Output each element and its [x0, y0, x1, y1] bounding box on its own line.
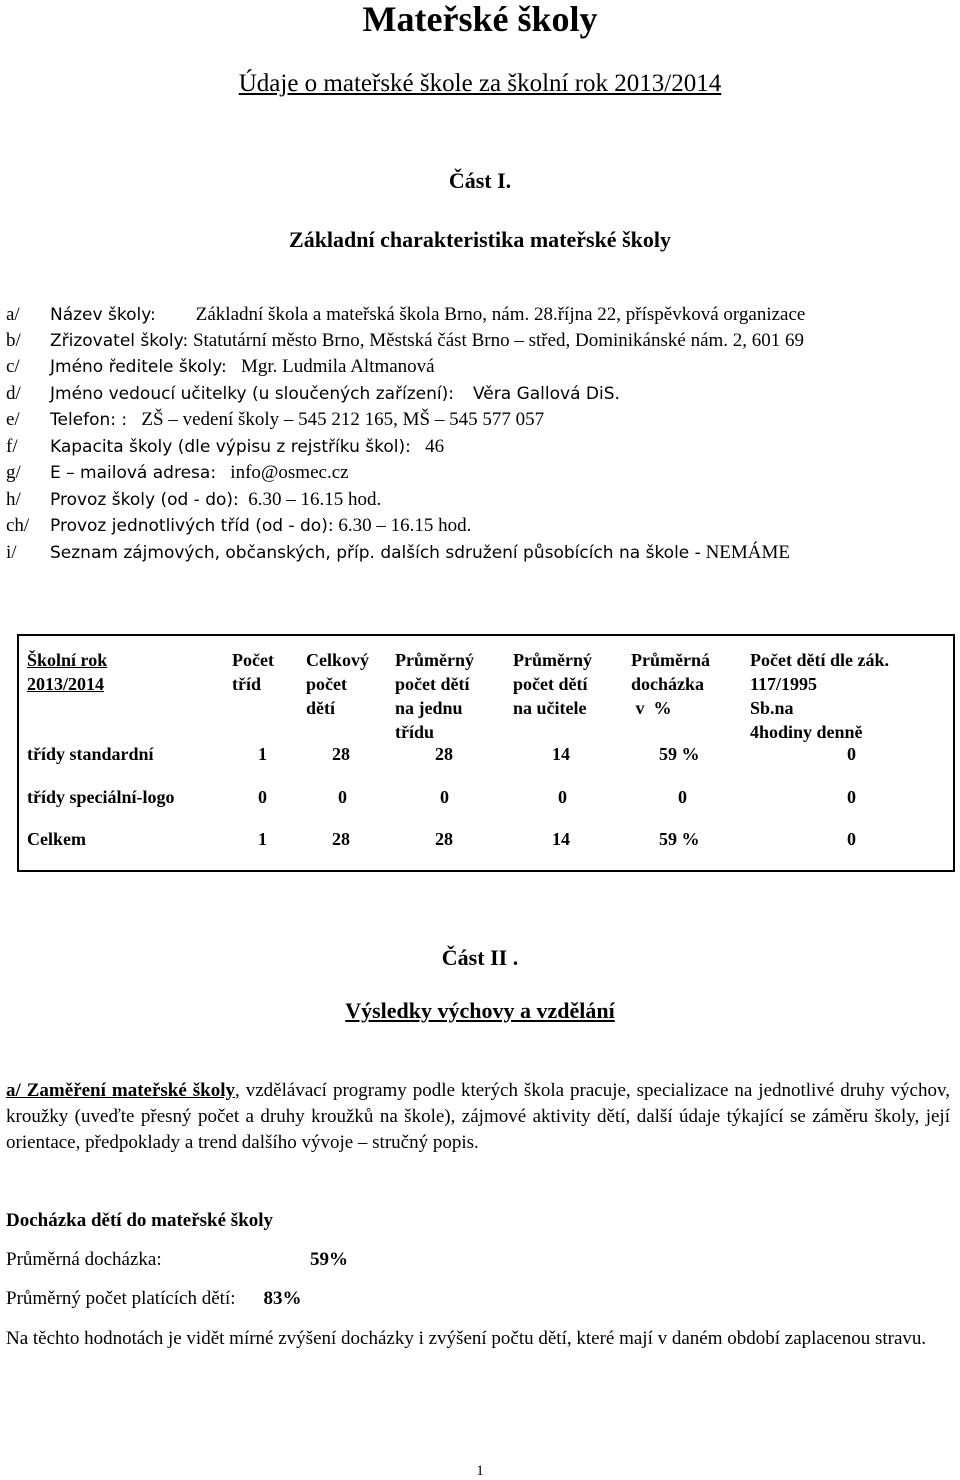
header-avg-attendance: Průměrná docházka v %: [631, 650, 710, 718]
header-school-year: Školní rok: [27, 650, 108, 670]
cell-total-by-law: 0: [847, 829, 856, 849]
header-class-count: Počet tříd: [232, 650, 274, 694]
cell-total-avg-teacher: 14: [552, 829, 570, 849]
info-row-associations: i/ Seznam zájmových, občanských, příp. dalších sdružení působících na škole - NEMÁME: [6, 542, 791, 563]
header-avg-per-teacher: Průměrný počet dětí na učitele: [513, 650, 592, 718]
cell-special-avg-class: 0: [440, 787, 449, 807]
row-label-standard: třídy standardní: [27, 744, 154, 764]
attendance-note: Na těchto hodnotách je vidět mírné zvýšení docházky i zvýšení počtu dětí, které mají v daném období zaplacenou stravu.: [6, 1328, 927, 1349]
cell-standard-by-law: 0: [847, 744, 856, 764]
avg-attendance-value: 59%: [310, 1249, 348, 1270]
part-1-section-title: Základní charakteristika mateřské školy: [289, 227, 671, 252]
header-school-year-value: 2013/2014: [27, 674, 105, 694]
page-subtitle: Údaje o mateřské škole za školní rok 2013/2014: [238, 70, 722, 97]
page-title: Mateřské školy: [362, 0, 598, 39]
statistics-table: [17, 634, 955, 872]
header-avg-per-class: Průměrný počet dětí na jednu třídu: [395, 650, 474, 742]
info-row-phone: e/ Telefon: : ZŠ – vedení školy – 545 212 165, MŠ – 545 577 057: [6, 409, 545, 430]
cell-total-avg-class: 28: [435, 829, 453, 849]
cell-special-by-law: 0: [847, 787, 856, 807]
cell-total-attendance: 59 %: [659, 829, 700, 849]
info-row-name: a/ Název školy: Základní škola a mateřská škola Brno, nám. 28.října 22, příspěvková organizace: [6, 304, 806, 325]
info-row-email: g/ E – mailová adresa: info@osmec.cz: [6, 462, 349, 483]
focus-paragraph: [6, 1078, 950, 1156]
info-row-operation: h/ Provoz školy (od - do): 6.30 – 16.15 hod.: [6, 489, 382, 510]
cell-standard-classes: 1: [258, 744, 267, 764]
cell-standard-avg-class: 28: [435, 744, 453, 764]
info-row-founder: b/ Zřizovatel školy: Statutární město Brno, Městská část Brno – střed, Dominikánské nám. 2, 601 69: [6, 330, 805, 351]
part-1-heading: Část I.: [448, 168, 512, 193]
page-number: 1: [476, 1463, 484, 1479]
part-2-section-title: Výsledky výchovy a vzdělání: [345, 998, 615, 1023]
cell-standard-total: 28: [332, 744, 350, 764]
info-row-class-operation: ch/ Provoz jednotlivých tříd (od - do): 6.30 – 16.15 hod.: [6, 515, 472, 536]
focus-text: , vzdělávací programy podle kterých škola pracuje, specializace na jednotlivé druhy výchov, kroužky (uveďte přesný počet a druhy kroužků na škole), zájmové aktivity dětí, další údaje týkající se záměru školy, její orientace, předpoklady a trend dalšího vývoje – stručný popis.: [6, 1080, 950, 1153]
info-row-head-teacher: d/ Jméno vedoucí učitelky (u sloučených zařízení): Věra Gallová DiS.: [6, 383, 620, 404]
cell-special-total: 0: [338, 787, 347, 807]
part-2-heading: Část II .: [441, 945, 519, 970]
row-label-special: třídy speciální-logo: [27, 787, 175, 807]
paying-children-label: Průměrný počet platících dětí:: [6, 1288, 236, 1309]
focus-lead: a/ Zaměření mateřské školy: [6, 1080, 236, 1101]
info-row-capacity: f/ Kapacita školy (dle výpisu z rejstříku škol): 46: [6, 436, 445, 457]
cell-total-total: 28: [332, 829, 350, 849]
header-children-by-law: Počet dětí dle zák. 117/1995 Sb.na 4hodiny denně: [750, 650, 889, 742]
info-row-director: c/ Jméno ředitele školy: Mgr. Ludmila Altmanová: [6, 356, 435, 377]
paying-children-value: 83%: [263, 1288, 302, 1309]
cell-special-avg-teacher: 0: [558, 787, 567, 807]
header-total-children: Celkový počet dětí: [306, 650, 369, 718]
cell-special-classes: 0: [258, 787, 267, 807]
attendance-heading: Docházka dětí do mateřské školy: [6, 1210, 274, 1231]
cell-special-attendance: 0: [678, 787, 687, 807]
cell-standard-attendance: 59 %: [659, 744, 700, 764]
paying-children-line: [6, 1288, 302, 1310]
cell-standard-avg-teacher: 14: [552, 744, 570, 764]
avg-attendance-line: [6, 1249, 348, 1271]
avg-attendance-label: Průměrná docházka:: [6, 1249, 162, 1270]
row-label-total: Celkem: [27, 829, 86, 849]
cell-total-classes: 1: [258, 829, 267, 849]
